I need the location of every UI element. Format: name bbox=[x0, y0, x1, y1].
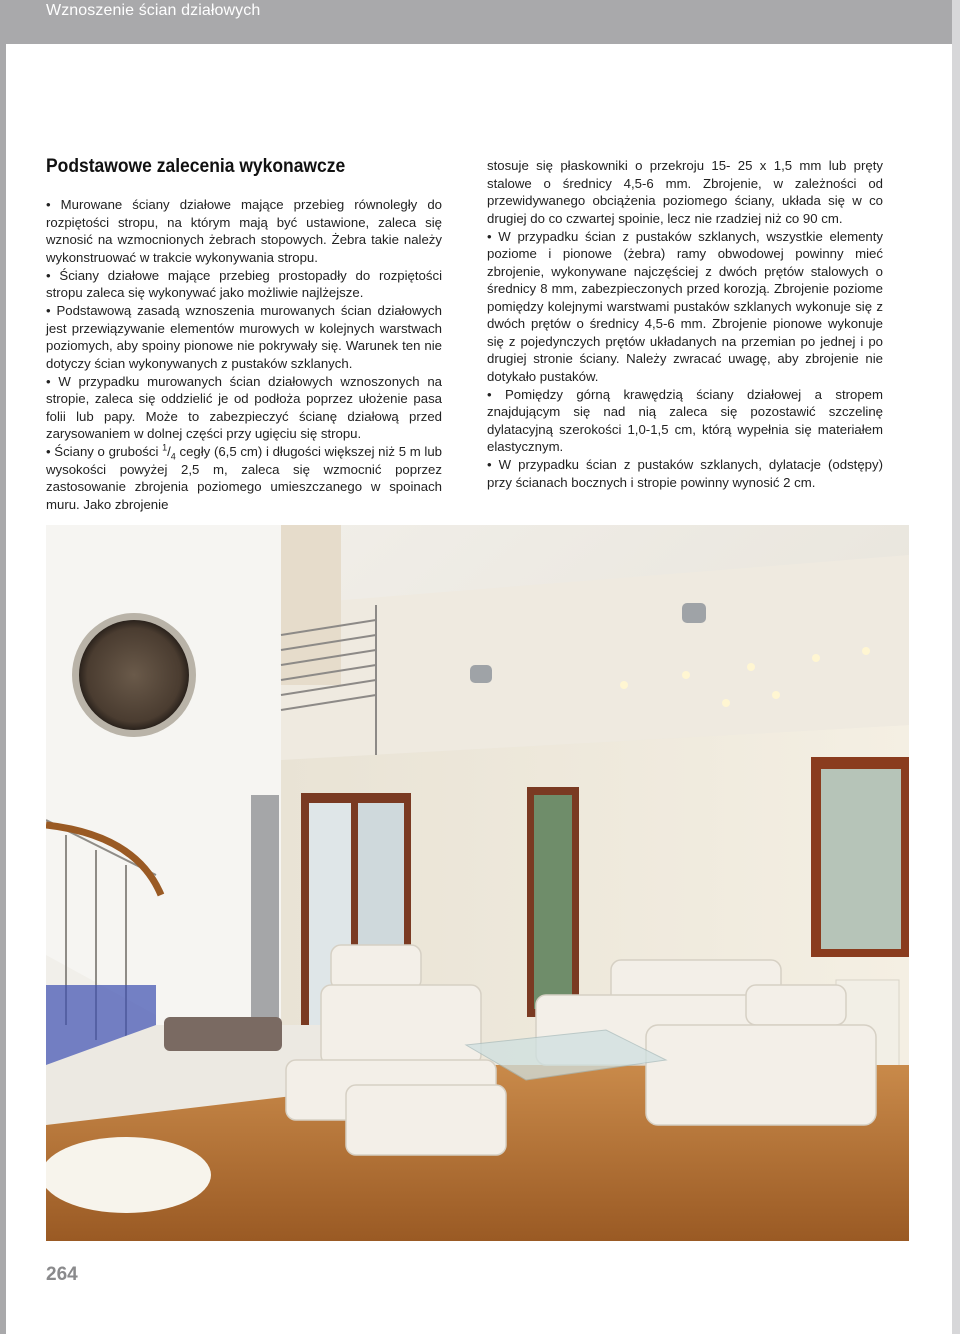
paragraph: • W przypadku ścian z pustaków szklanych, wszystkie elementy poziome i pionowe (żebra) ramy obwodowej powinny mieć zbrojenie, wykonywane najczęściej z dwóch prętów stalowych o średnicy 8 mm, zabezpieczonych przed korozją. Zbrojenie poziome pomiędzy kolejnymi warstwami pustaków szklanych wykonuje się z dwóch prętów o średnicy 4,5-6 mm. Zbrojenie pionowe wykonuje się z pojedynczych prętów układanych na przemian po jednej i po drugiej stronie ściany. Należy zwracać uwagę, aby zbrojenie nie dotykało pustaków. bbox=[487, 228, 883, 384]
fraction-separator: / bbox=[167, 444, 171, 459]
radiator-column bbox=[251, 795, 279, 1025]
left-text-column bbox=[46, 196, 442, 513]
stone-bench bbox=[164, 1017, 282, 1051]
interior-living-room-photo bbox=[46, 525, 909, 1241]
right-text-column bbox=[487, 157, 883, 491]
page-number: 264 bbox=[46, 1264, 78, 1285]
paragraph: • Podstawową zasadą wznoszenia murowanych ścian działowych jest przewiązywanie elementów murowych w kolejnych warstwach poziomych, aby spoiny pionowe nie pokrywały się. Warunek ten nie dotyczy ścian wykonywanych z pustaków szklanych. bbox=[46, 303, 442, 371]
fraction-denominator: 4 bbox=[170, 451, 176, 462]
interior-photo-illustration bbox=[46, 525, 909, 1241]
window-view bbox=[821, 769, 901, 949]
fraction-numerator: 1 bbox=[162, 442, 168, 453]
paragraph: • Ściany działowe mające przebieg prostopadły do rozpiętości stropu zaleca się wykonywać jako możliwie najlżejsze. bbox=[46, 267, 442, 300]
right-margin-strip bbox=[952, 0, 960, 1334]
fur-rug bbox=[46, 1137, 211, 1213]
text-fragment: cegły (6,5 cm) i długości większej niż 5 m lub wysokości powyżej 2,5 m, zaleca się wzmocnić poprzez zastosowanie zbrojenia poziomego umieszczanego w spoinach muru. Jako zbrojenie bbox=[46, 444, 442, 512]
paragraph: • W przypadku ścian z pustaków szklanych, dylatacje (odstępy) przy ścianach bocznych i stropie powinny wynosić 2 cm. bbox=[487, 457, 883, 490]
text-fragment: • Ściany o grubości bbox=[46, 444, 163, 459]
window-view bbox=[534, 795, 572, 1009]
paragraph: • Murowane ściany działowe mające przebieg równoległy do rozpiętości stropu, na którym mają być ustawione, zaleca się wznosić na wzmocnionych żebrach stopowych. Żebra takie należy wykonstruować w trakcie wykonywania stropu. bbox=[46, 197, 442, 265]
left-margin-strip bbox=[0, 0, 6, 1334]
wall-spotlight bbox=[682, 603, 706, 623]
paragraph: stosuje się płaskowniki o przekroju 15- 25 x 1,5 mm lub pręty stalowe o średnicy 4,5-6 mm. Zbrojenie, w zależności od przewidywanego obciążenia poziomego ściany, układa się w co drugiej do co czwartej spoinie, lecz nie rzadziej niż co 90 cm. bbox=[487, 158, 883, 226]
paragraph-with-fraction bbox=[46, 443, 442, 513]
porthole-glass bbox=[79, 620, 189, 730]
wall-spotlight bbox=[470, 665, 492, 683]
paragraph: • Pomiędzy górną krawędzią ściany działowej a stropem znajdującym się nad nią zaleca się pozostawić szczelinę dylatacyjną szerokości 1,0-1,5 cm, którą wypełnia się materiałem elastycznym. bbox=[487, 386, 883, 454]
chapter-title: Wznoszenie ścian działowych bbox=[46, 2, 261, 19]
section-heading: Podstawowe zalecenia wykonawcze bbox=[46, 156, 346, 177]
paragraph: • W przypadku murowanych ścian działowych wznoszonych na stropie, zaleca się oddzielić je od podłoża poprzez ułożenie pasa folii lub papy. Może to zabezpieczyć ścianę działową przed zarysowaniem w dolnej części przy ugięciu się stropu. bbox=[46, 373, 442, 441]
